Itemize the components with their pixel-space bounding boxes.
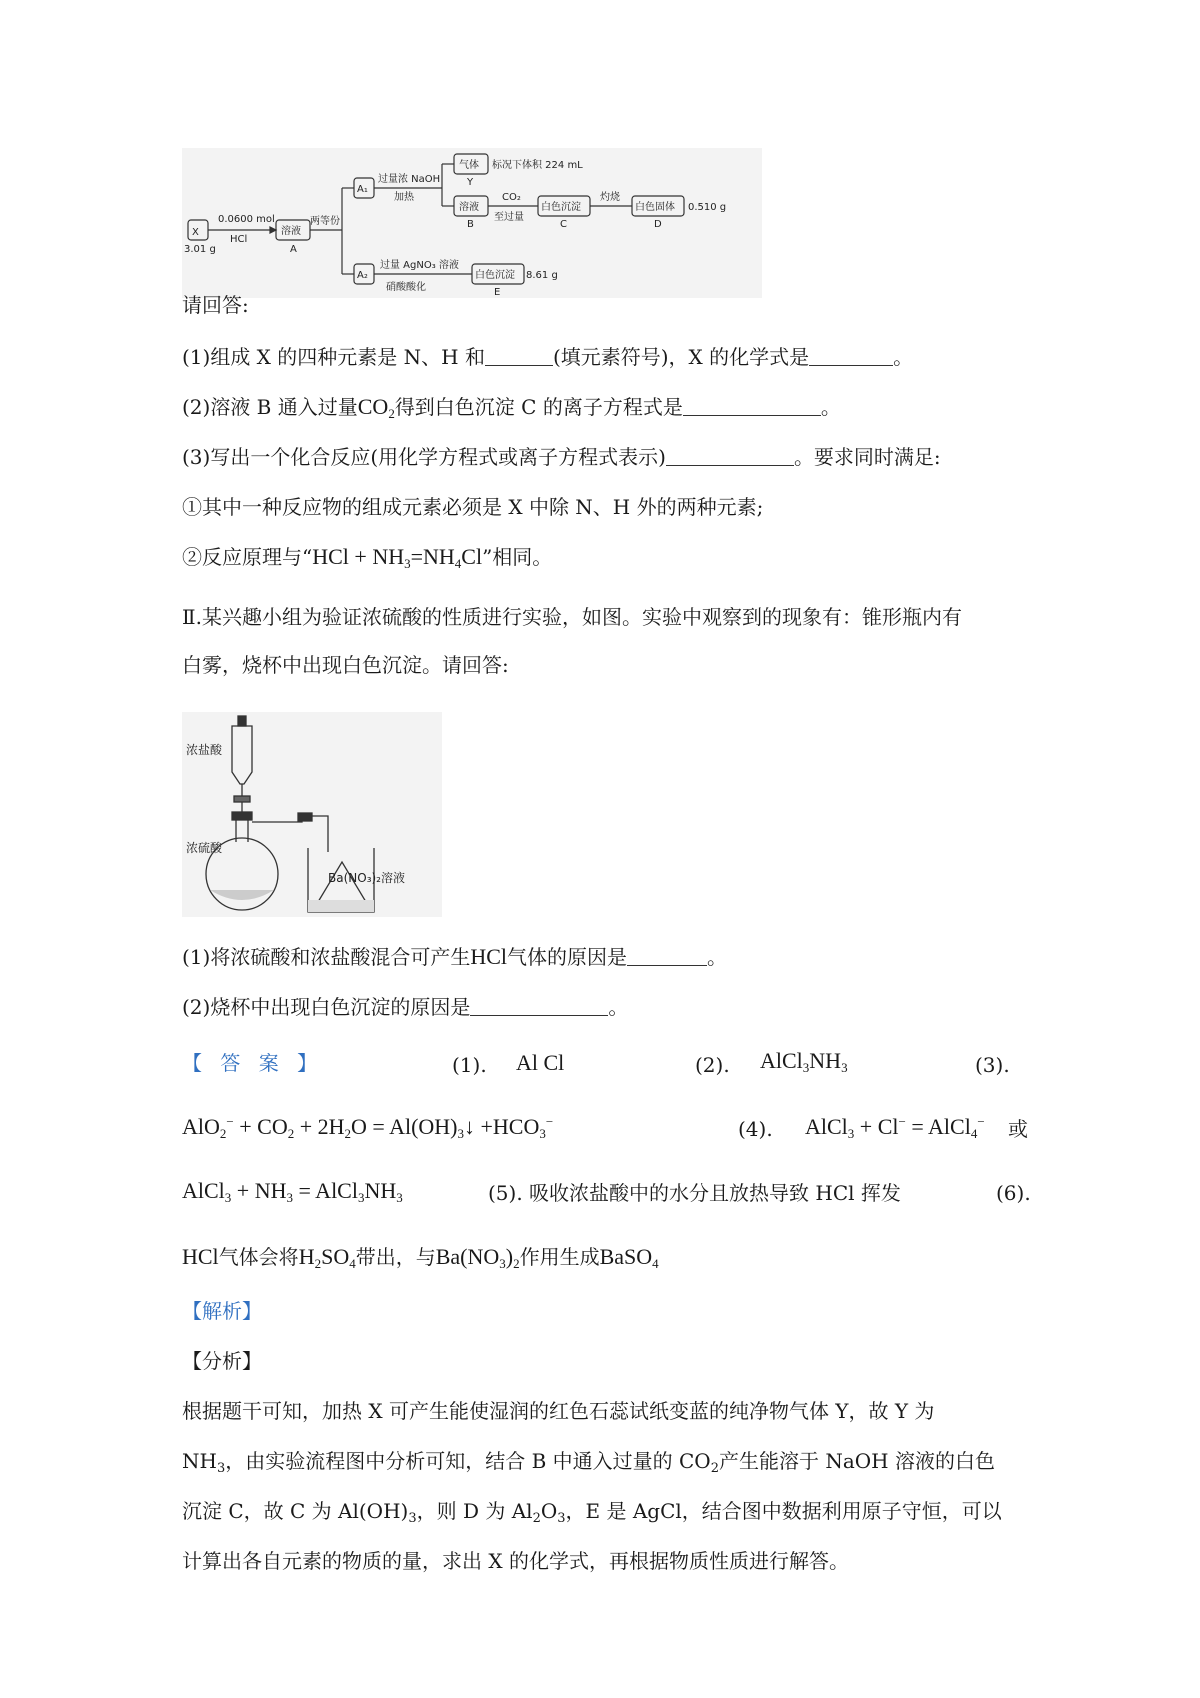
- question-2: (2)溶液 B 通入过量$CO_2$得到白色沉淀 C 的离子方程式是 。: [182, 394, 841, 421]
- answer-2-formula: $AlCl_3NH_3$: [760, 1048, 848, 1075]
- question-3: (3)写出一个化合反应(用化学方程式或离子方程式表示) 。要求同时满足:: [182, 445, 941, 469]
- answer-5: (5). 吸收浓盐酸中的水分且放热导致 HCl 挥发: [488, 1181, 901, 1205]
- condition-2: ②反应原理与“HCl + $NH_3=NH_4Cl$”相同。: [182, 544, 553, 571]
- answer-2-number: (2).: [695, 1053, 730, 1077]
- a2-cond: 硝酸酸化: [386, 282, 426, 293]
- apparatus-figure: [182, 712, 442, 917]
- e-mass: 8.61 g: [526, 270, 558, 281]
- label-conc-h2so4: 浓硫酸: [186, 841, 223, 855]
- answer-blank: [809, 345, 893, 366]
- d-label: D: [654, 219, 662, 230]
- a1-label: A₁: [357, 184, 368, 195]
- solution-a: 溶液: [281, 226, 301, 237]
- co2-label: CO₂: [502, 192, 521, 203]
- e-label: E: [494, 287, 501, 298]
- part2-question-1: (1)将浓硫酸和浓盐酸混合可产生HCl气体的原因是 。: [182, 944, 728, 969]
- question-intro: 请回答:: [182, 293, 249, 317]
- analysis-line2: $NH_3$，由实验流程图中分析可知，结合 B 中通入过量的 $CO_2$产生能溶于 NaOH 溶液的白色: [182, 1449, 995, 1476]
- gas-note: 标况下体积 224 mL: [492, 160, 583, 171]
- answer-blank: [627, 945, 707, 966]
- gas-box: 气体: [459, 160, 479, 171]
- answer-1: Al Cl: [516, 1050, 565, 1075]
- b-label: B: [467, 219, 474, 230]
- y-label: Y: [467, 177, 474, 188]
- white-solid-d: 白色固体: [635, 202, 675, 213]
- part2-question-2: (2)烧杯中出现白色沉淀的原因是 。: [182, 995, 629, 1019]
- question-1: (1)组成 X 的四种元素是 N、H 和 (填元素符号)，X 的化学式是 。: [182, 345, 914, 369]
- condition-1: ①其中一种反应物的组成元素必须是 X 中除 N、H 外的两种元素;: [182, 495, 764, 519]
- answer-3-equation: $AlO_2^- + CO_2 + 2H_2O$ = $Al(OH)_3↓ +HCO_3^-$: [182, 1114, 554, 1141]
- hcl-nh3-equation: HCl + $NH_3=NH_4Cl$: [312, 544, 483, 571]
- analysis-tag: 【分析】: [182, 1349, 262, 1373]
- answer-4-number: (4).: [738, 1117, 773, 1141]
- analysis-line1: 根据题干可知，加热 X 可产生能使湿润的红色石蕊试纸变蓝的纯净物气体 Y，故 Y 为: [182, 1399, 935, 1423]
- part2-line2: 白雾，烧杯中出现白色沉淀。请回答:: [182, 653, 509, 677]
- answer-blank: [666, 445, 794, 466]
- x-label: X: [192, 227, 199, 238]
- x-mass: 3.01 g: [184, 244, 216, 255]
- c-label: C: [560, 219, 567, 230]
- a2-reagent: 过量 AgNO₃ 溶液: [380, 260, 459, 271]
- part2-line1: Ⅱ.某兴趣小组为验证浓硫酸的性质进行实验，如图。实验中观察到的现象有：锥形瓶内有: [182, 605, 962, 629]
- solution-b: 溶液: [459, 202, 479, 213]
- analysis-line4: 计算出各自元素的物质的量，求出 X 的化学式，再根据物质性质进行解答。: [182, 1549, 849, 1573]
- answer-blank: [683, 395, 821, 416]
- label-conc-hcl: 浓盐酸: [186, 743, 223, 757]
- answer-1-number: (1).: [452, 1053, 487, 1077]
- a1-cond: 加热: [394, 192, 414, 203]
- a2-label: A₂: [357, 270, 368, 281]
- a1-reagent: 过量浓 NaOH: [378, 174, 441, 185]
- calcine-label: 灼烧: [600, 192, 620, 203]
- answer-tag: 【 答 案 】: [182, 1051, 324, 1075]
- white-ppt-e: 白色沉淀: [475, 270, 515, 281]
- co2-cond: 至过量: [494, 212, 524, 223]
- co2-formula: $CO_2$: [357, 394, 395, 421]
- hcl-label: HCl: [230, 234, 248, 245]
- answer-4-equation: AlCl$_3$ + Cl− = AlCl$_4$−: [805, 1114, 985, 1141]
- hcl-amount: 0.0600 mol: [218, 214, 275, 225]
- answer-3-number: (3).: [975, 1053, 1010, 1077]
- d-mass: 0.510 g: [688, 202, 727, 213]
- explanation-tag: 【解析】: [182, 1299, 262, 1323]
- white-ppt-c: 白色沉淀: [541, 202, 581, 213]
- or-word: 或: [1008, 1117, 1028, 1141]
- answer-6-number: (6).: [996, 1181, 1031, 1205]
- answer-blank: [485, 345, 553, 366]
- a-label: A: [290, 244, 297, 255]
- answer-6: HCl气体会将$H_2SO_4$带出，与$Ba(NO_3)_2$作用生成BaSO$_4$: [182, 1244, 659, 1271]
- answer-4-alt-equation: AlCl$_3$ + $NH_3$ = $AlCl_3NH_3$: [182, 1178, 403, 1205]
- analysis-line3: 沉淀 C，故 C 为 $Al(OH)_3$，则 D 为 $Al_2O_3$，E 是 AgCl，结合图中数据利用原子守恒，可以: [182, 1499, 1002, 1526]
- label-bano3: Ba(NO₃)₂溶液: [328, 871, 405, 885]
- split-label: 两等份: [310, 216, 340, 227]
- hcl-formula: HCl: [470, 944, 508, 969]
- flowchart-figure: [182, 148, 762, 298]
- answer-blank: [470, 995, 608, 1016]
